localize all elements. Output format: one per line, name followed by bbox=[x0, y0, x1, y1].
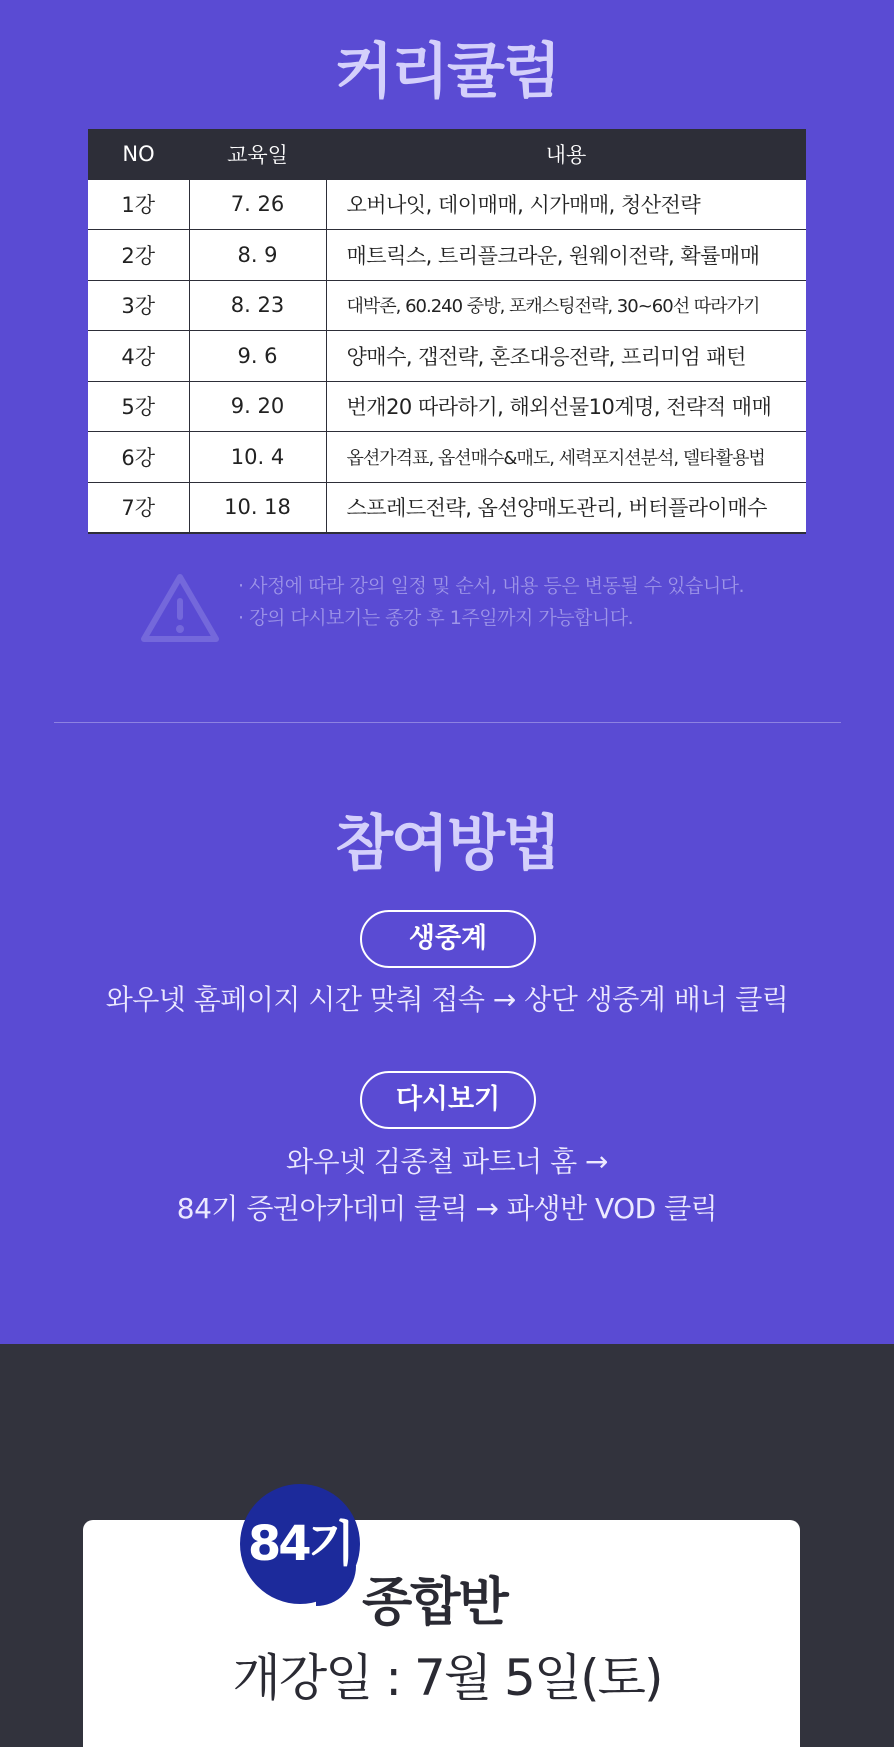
row-no: 3강 bbox=[88, 280, 189, 331]
generation-badge-label: 84기 bbox=[247, 1516, 353, 1572]
row-date: 9. 20 bbox=[189, 381, 326, 432]
row-content: 옵션가격표, 옵션매수&매도, 세력포지션분석, 델타활용법 bbox=[326, 432, 806, 483]
row-no: 2강 bbox=[88, 230, 189, 281]
curriculum-title: 커리큘럼 bbox=[335, 37, 559, 107]
row-content: 스프레드전략, 옵션양매도관리, 버터플라이매수 bbox=[326, 482, 806, 533]
warning-icon bbox=[140, 572, 220, 644]
participation-title: 참여방법 bbox=[335, 809, 559, 879]
section-divider bbox=[54, 722, 841, 723]
header-no: NO bbox=[88, 129, 189, 179]
replay-label-pill: 다시보기 bbox=[360, 1071, 536, 1129]
header-date: 교육일 bbox=[189, 129, 326, 179]
table-row bbox=[88, 432, 806, 483]
open-date: 개강일 : 7월 5일(토) bbox=[232, 1649, 662, 1707]
replay-description-line2: 84기 증권아카데미 클릭 → 파생반 VOD 클릭 bbox=[176, 1192, 718, 1225]
table-row bbox=[88, 280, 806, 331]
curriculum-table bbox=[88, 129, 806, 534]
row-content: 번개20 따라하기, 해외선물10계명, 전략적 매매 bbox=[326, 381, 806, 432]
course-name: 종합반 bbox=[362, 1573, 507, 1633]
live-label-pill: 생중계 bbox=[360, 910, 536, 968]
row-content: 오버나잇, 데이매매, 시가매매, 청산전략 bbox=[326, 179, 806, 230]
row-no: 1강 bbox=[88, 179, 189, 230]
row-date: 10. 4 bbox=[189, 432, 326, 483]
row-no: 5강 bbox=[88, 381, 189, 432]
row-date: 7. 26 bbox=[189, 179, 326, 230]
notice-box bbox=[140, 570, 820, 650]
header-content: 내용 bbox=[326, 129, 806, 179]
notice-line: · 사정에 따라 강의 일정 및 순서, 내용 등은 변동될 수 있습니다. bbox=[238, 570, 744, 602]
row-date: 8. 9 bbox=[189, 230, 326, 281]
table-row bbox=[88, 381, 806, 432]
replay-description-line1: 와우넷 김종철 파트너 홈 → bbox=[285, 1145, 609, 1178]
table-header-row bbox=[88, 129, 806, 179]
notice-line: · 강의 다시보기는 종강 후 1주일까지 가능합니다. bbox=[238, 602, 744, 634]
row-content: 매트릭스, 트리플크라운, 원웨이전략, 확률매매 bbox=[326, 230, 806, 281]
row-date: 10. 18 bbox=[189, 482, 326, 533]
table-row bbox=[88, 230, 806, 281]
row-content: 대박존, 60.240 중방, 포캐스팅전략, 30~60선 따라가기 bbox=[326, 280, 806, 331]
live-description: 와우넷 홈페이지 시간 맞춰 접속 → 상단 생중계 배너 클릭 bbox=[105, 983, 789, 1016]
table-row bbox=[88, 179, 806, 230]
table-row bbox=[88, 331, 806, 382]
row-date: 8. 23 bbox=[189, 280, 326, 331]
row-date: 9. 6 bbox=[189, 331, 326, 382]
row-no: 7강 bbox=[88, 482, 189, 533]
table-row bbox=[88, 482, 806, 533]
row-no: 6강 bbox=[88, 432, 189, 483]
row-content: 양매수, 갭전략, 혼조대응전략, 프리미엄 패턴 bbox=[326, 331, 806, 382]
row-no: 4강 bbox=[88, 331, 189, 382]
